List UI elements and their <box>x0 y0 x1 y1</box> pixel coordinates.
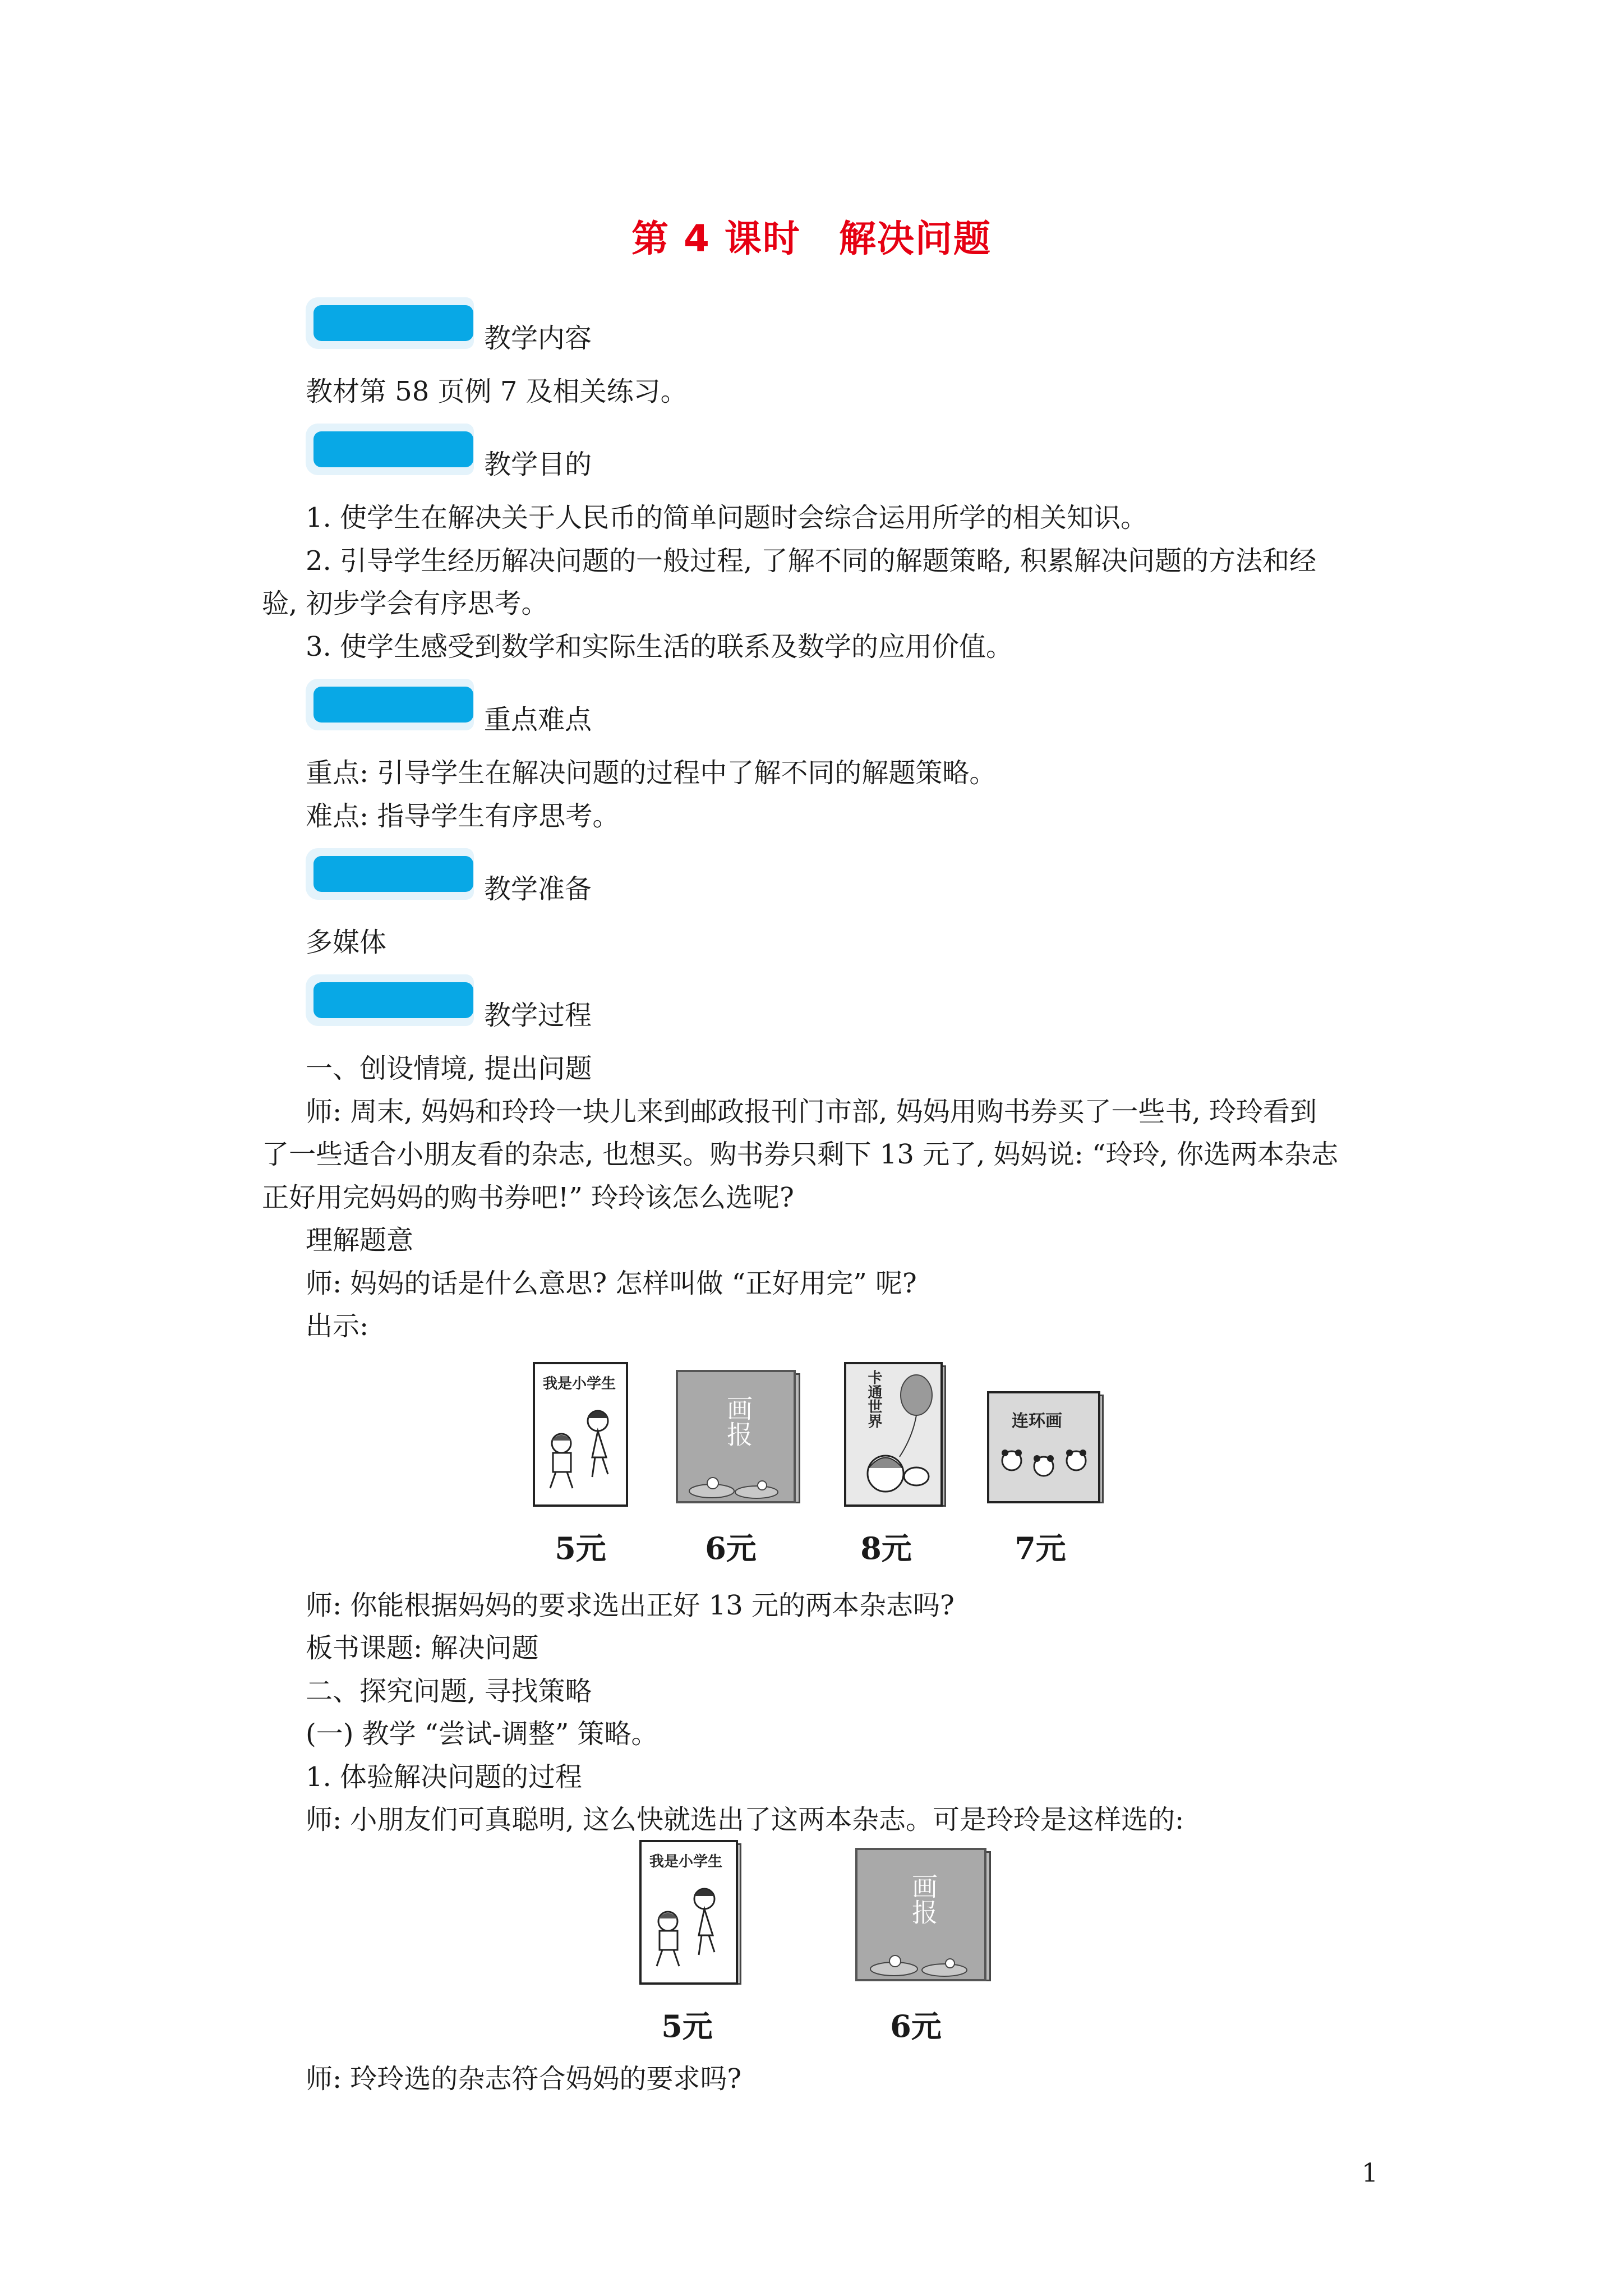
section-bar-decoration <box>313 305 473 341</box>
magazine-price: 5元 <box>661 2008 713 2044</box>
magazine-price: 6元 <box>705 1530 757 1566</box>
objective-line: 3. 使学生感受到数学和实际生活的联系及数学的应用价值。 <box>306 631 1013 662</box>
section-bar-decoration <box>313 687 473 723</box>
page-title: 第 4 课时 解决问题 <box>631 217 992 260</box>
objective-line: 2. 引导学生经历解决问题的一般过程, 了解不同的解题策略, 积累解决问题的方法和经 <box>306 545 1317 577</box>
cartoon-balloon-illustration <box>846 1364 942 1504</box>
process-line: 1. 体验解决问题的过程 <box>306 1761 583 1793</box>
process-line: 理解题意 <box>306 1225 414 1256</box>
magazine-cover <box>676 1370 796 1503</box>
page-number: 1 <box>1362 2157 1378 2188</box>
section-title: 教学目的 <box>484 449 592 480</box>
section-bar-decoration <box>313 982 473 1018</box>
magazine-item <box>676 1370 799 1570</box>
magazine-price: 6元 <box>890 2008 942 2044</box>
process-line: 正好用完妈妈的购书券吧!” 玲玲该怎么选呢? <box>262 1182 794 1213</box>
magazine-cover-title: 画报 <box>908 1873 938 1925</box>
magazine-price: 5元 <box>555 1530 606 1566</box>
lotus-illustration <box>857 1947 984 1980</box>
process-line: 师: 小朋友们可真聪明, 这么快就选出了这两本杂志。可是玲玲是这样选的: <box>306 1804 1184 1835</box>
magazine-cover-title: 我是小学生 <box>649 1853 723 1870</box>
content-text: 教材第 58 页例 7 及相关练习。 <box>306 376 688 407</box>
process-line: (一) 教学 “尝试-调整” 策略。 <box>306 1718 658 1750</box>
magazine-cover-title: 画报 <box>723 1395 753 1447</box>
children-illustration <box>536 1396 626 1502</box>
selected-magazine-figure <box>639 1840 998 2047</box>
section-title: 教学内容 <box>484 323 592 354</box>
magazine-cover-title: 我是小学生 <box>543 1375 616 1392</box>
magazine-item <box>533 1362 645 1570</box>
process-line: 了一些适合小朋友看的杂志, 也想买。购书券只剩下 13 元了, 妈妈说: “玲玲, 你选两本杂志 <box>262 1139 1339 1170</box>
panda-illustration <box>989 1438 1098 1500</box>
magazine-cover <box>855 1848 986 1981</box>
objective-line: 验, 初步学会有序思考。 <box>262 588 548 619</box>
section-bar-decoration <box>313 431 473 467</box>
key-point-line: 难点: 指导学生有序思考。 <box>306 800 620 832</box>
preparation-text: 多媒体 <box>306 927 387 958</box>
process-line: 师: 你能根据妈妈的要求选出正好 13 元的两本杂志吗? <box>306 1590 955 1621</box>
magazine-item <box>855 1848 990 2047</box>
magazine-item <box>844 1362 956 1570</box>
process-line: 一、创设情境, 提出问题 <box>306 1053 592 1084</box>
process-line: 师: 妈妈的话是什么意思? 怎样叫做 “正好用完” 呢? <box>306 1268 917 1299</box>
section-title: 重点难点 <box>484 704 592 735</box>
children-illustration <box>643 1874 732 1980</box>
process-line: 出示: <box>306 1310 369 1342</box>
magazine-cover <box>639 1840 738 1985</box>
lotus-illustration <box>678 1469 794 1502</box>
key-point-line: 重点: 引导学生在解决问题的过程中了解不同的解题策略。 <box>306 757 997 789</box>
process-line: 二、探究问题, 寻找策略 <box>306 1676 592 1707</box>
magazine-cover <box>844 1362 943 1507</box>
magazine-item <box>639 1840 751 2047</box>
section-title: 教学准备 <box>484 873 592 905</box>
section-bar-decoration <box>313 856 473 892</box>
magazine-cover-title: 卡通世界 <box>865 1370 882 1428</box>
magazine-cover <box>987 1391 1100 1503</box>
process-line: 师: 玲玲选的杂志符合妈妈的要求吗? <box>306 2063 742 2095</box>
section-title: 教学过程 <box>484 1000 592 1031</box>
magazine-cover-title: 连环画 <box>1012 1411 1062 1431</box>
magazine-cover <box>533 1362 628 1507</box>
process-line: 板书课题: 解决问题 <box>306 1632 539 1664</box>
magazine-price: 8元 <box>860 1530 912 1566</box>
magazine-item <box>987 1391 1110 1570</box>
objective-line: 1. 使学生在解决关于人民币的简单问题时会综合运用所学的相关知识。 <box>306 502 1148 533</box>
magazine-price: 7元 <box>1015 1530 1066 1566</box>
process-line: 师: 周末, 妈妈和玲玲一块儿来到邮政报刊门市部, 妈妈用购书券买了一些书, 玲玲看到 <box>306 1096 1317 1128</box>
magazine-figure <box>533 1362 1122 1570</box>
